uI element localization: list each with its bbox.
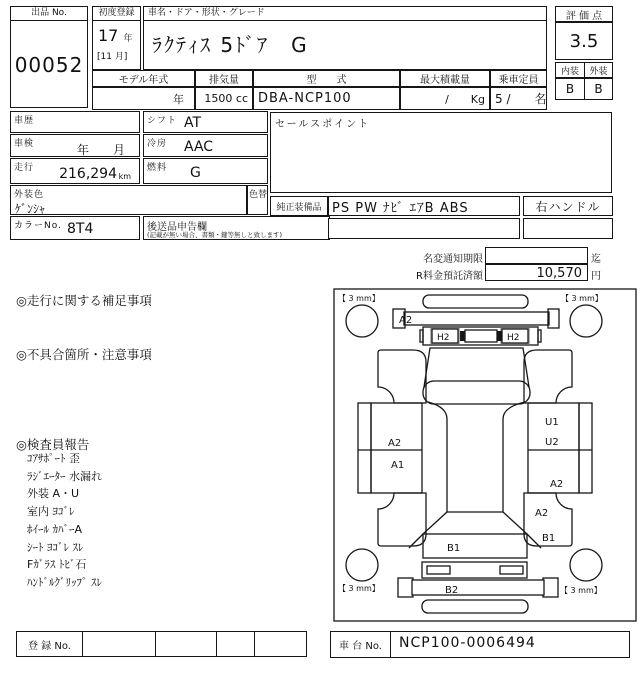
rear-bumper-mark: B2 (445, 585, 459, 596)
right-sill-strip (579, 403, 592, 493)
inspector-report-item: 室内 ﾖｺﾞﾚ (27, 505, 75, 519)
model-code-header: 型 式 (253, 70, 400, 87)
car-name-value: ﾗｸﾃｨｽ 5ﾄﾞｱ G (152, 33, 309, 57)
max-load-header: 最大積載量 (400, 70, 490, 87)
first-registration-year-suffix: 年 (123, 34, 133, 44)
later-items-box (143, 216, 330, 240)
rear-bumper-bar (412, 580, 544, 595)
front-left-fender (378, 350, 426, 403)
color-no-value: 8T4 (67, 221, 94, 237)
inspector-report-item: ﾗｼﾞｴｰﾀｰ 水漏れ (27, 469, 102, 483)
color-change-box (247, 185, 268, 215)
headlight-right-mark: H2 (507, 333, 520, 343)
displacement-value: 1500 cc (195, 87, 253, 110)
inspection-value: 年 月 (76, 143, 125, 157)
car-name-label: 車名・ドア・形状・グレード (144, 7, 546, 21)
recycle-fee-label: R料金預託済額 (416, 271, 483, 282)
chassis-no-label: 車 台 No. (331, 632, 391, 657)
inspector-report-list (27, 450, 102, 592)
car-name-box (143, 6, 547, 70)
tread-front-left-label: 【 3 mm】 (338, 294, 380, 303)
front-bumper-right-tab (548, 309, 559, 328)
recycle-fee-unit: 円 (591, 271, 601, 282)
tread-rear-left-label: 【 3 mm】 (338, 584, 380, 593)
registration-no-box (16, 631, 307, 657)
headlight-bar-left-end (420, 330, 423, 342)
color-change-label: 色替 (249, 190, 268, 200)
recycle-fee-value: 10,570 (536, 266, 582, 281)
model-code-value: DBA-NCP100 (253, 87, 400, 110)
exterior-grade-header: 外装 (584, 62, 613, 78)
registration-no-cell-1 (83, 632, 156, 656)
lot-number-label: 出品 No. (11, 7, 87, 21)
capacity-value: 5 / 名 (490, 87, 547, 110)
front-bumper-bar (404, 312, 549, 325)
tail-light-bar (422, 562, 527, 578)
tread-rear-right-label: 【 3 mm】 (560, 586, 602, 595)
headlight-bar-right-end (538, 330, 541, 342)
windshield (423, 381, 530, 404)
wheel-front-right-icon (570, 305, 602, 337)
left-rear-door-mark: A1 (391, 460, 405, 471)
equipment-value: PS PW ﾅﾋﾞ ｴｱB ABS (328, 196, 520, 216)
mileage-label: 走行 (14, 163, 35, 173)
mileage-box (10, 158, 140, 184)
inspector-report-heading: ◎検査員報告 (16, 437, 90, 452)
equipment-extra-box (328, 218, 520, 239)
capacity-header: 乗車定員 (490, 70, 547, 87)
inspection-label: 車検 (14, 139, 35, 149)
interior-grade-header: 内装 (555, 62, 585, 78)
headlight-left-mark: H2 (437, 333, 450, 343)
rear-bumper-left-tab (398, 578, 413, 597)
rear-panel-mark: B1 (447, 543, 461, 554)
chassis-no-value: NCP100-0006494 (399, 635, 536, 651)
color-no-box (10, 216, 140, 240)
deadline-label: 名変通知期限 (423, 254, 483, 265)
score-header: 評 価 点 (555, 6, 613, 22)
shift-value: AT (184, 115, 202, 131)
right-quarter-upper-mark: A2 (535, 508, 549, 519)
inspector-report-item: ｺｱｻﾎﾟｰﾄ 歪 (27, 452, 80, 465)
score-value: 3.5 (555, 22, 613, 60)
front-right-fender (524, 350, 572, 403)
lot-number-box (10, 6, 88, 108)
fuel-value: G (190, 165, 201, 181)
lot-number-value: 00052 (14, 53, 84, 77)
defects-heading: ◎不具合箇所・注意事項 (16, 347, 152, 362)
equipment-label: 純正装備品 (270, 196, 328, 216)
tread-front-right-label: 【 3 mm】 (561, 294, 603, 303)
exterior-color-label: 外装色 (14, 190, 45, 200)
damage-diagram (333, 288, 637, 622)
grille-center-box (465, 330, 497, 342)
model-year-header: モデル年式 (92, 70, 195, 87)
wheel-front-left-icon (346, 305, 378, 337)
wheel-rear-right-icon (570, 549, 602, 581)
sales-point-label: セールスポイント (275, 119, 371, 130)
shift-label: シフト (147, 116, 178, 126)
registration-no-label: 登 録 No. (17, 632, 83, 656)
deadline-suffix: 迄 (591, 254, 601, 265)
later-items-note: (記載が無い場合、書類・鍵等無しと致します) (147, 231, 283, 239)
chassis-no-box (330, 631, 630, 658)
exterior-color-value: ｹﾞﾝｼｬ (15, 202, 46, 216)
displacement-header: 排気量 (195, 70, 253, 87)
fuel-box (143, 158, 268, 184)
mileage-notes-heading: ◎走行に関する補足事項 (16, 293, 152, 308)
rear-panel (423, 534, 527, 558)
front-grille-strip (423, 295, 528, 308)
exterior-grade-value: B (584, 78, 613, 100)
inspector-report-item: Fｶﾞﾗｽ ﾄﾋﾞ石 (27, 558, 87, 572)
mileage-unit: km (118, 172, 131, 181)
ac-value: AAC (184, 139, 214, 155)
grille-left-nub (460, 331, 465, 341)
interior-grade-value: B (555, 78, 585, 100)
first-registration-year: 17 (98, 26, 119, 45)
inspector-report-item: ｼｰﾄ ﾖｺﾞﾚ ｽﾚ (27, 540, 84, 554)
mileage-value: 216,294 (59, 166, 117, 182)
fuel-label: 燃料 (147, 163, 168, 173)
max-load-value: / Kg (400, 87, 490, 110)
first-registration-month: [11 月] (97, 52, 128, 62)
model-year-value: 年 (92, 87, 195, 110)
rear-bumper-right-tab (543, 578, 558, 597)
later-items-label: 後送品申告欄 (147, 222, 207, 233)
registration-no-cell-2 (156, 632, 217, 656)
first-registration-box (92, 6, 141, 70)
inspector-report-item: 外装 A・U (27, 487, 80, 501)
handle-cell: 右ハンドル (523, 196, 613, 216)
right-front-upper-mark: U1 (545, 417, 559, 428)
recycle-fee-box (485, 264, 588, 281)
shift-box (143, 111, 268, 133)
left-front-door-mark: A2 (388, 438, 402, 449)
left-sill-strip (358, 403, 371, 493)
first-registration-label: 初度登録 (93, 7, 140, 21)
rear-under-strip (422, 600, 528, 613)
registration-no-cell-3 (217, 632, 255, 656)
history-label: 車歴 (14, 116, 35, 126)
ac-label: 冷房 (147, 139, 168, 149)
tail-light-left (427, 566, 450, 574)
inspector-report-item: ﾎｲｰﾙ ｶﾊﾞｰA (27, 522, 83, 536)
deadline-value-box (485, 247, 588, 264)
color-no-label: カラーNo. (14, 221, 62, 231)
registration-no-cell-4 (255, 632, 306, 656)
front-bumper-mark: A2 (399, 315, 413, 326)
ac-box (143, 134, 268, 157)
right-front-lower-mark: U2 (545, 437, 559, 448)
inspector-report-item: ﾊﾝﾄﾞﾙｸﾞﾘｯﾌﾟ ｽﾚ (27, 575, 102, 589)
tail-light-right (500, 566, 523, 574)
exterior-color-box (10, 185, 247, 215)
handle-extra-box (523, 218, 613, 239)
wheel-rear-left-icon (346, 549, 378, 581)
grille-right-nub (497, 331, 502, 341)
inspection-box (10, 134, 140, 157)
right-quarter-lower-mark: B1 (542, 533, 556, 544)
sales-point-box (270, 112, 612, 193)
history-box (10, 111, 140, 133)
right-rear-door-mark: A2 (550, 479, 564, 490)
